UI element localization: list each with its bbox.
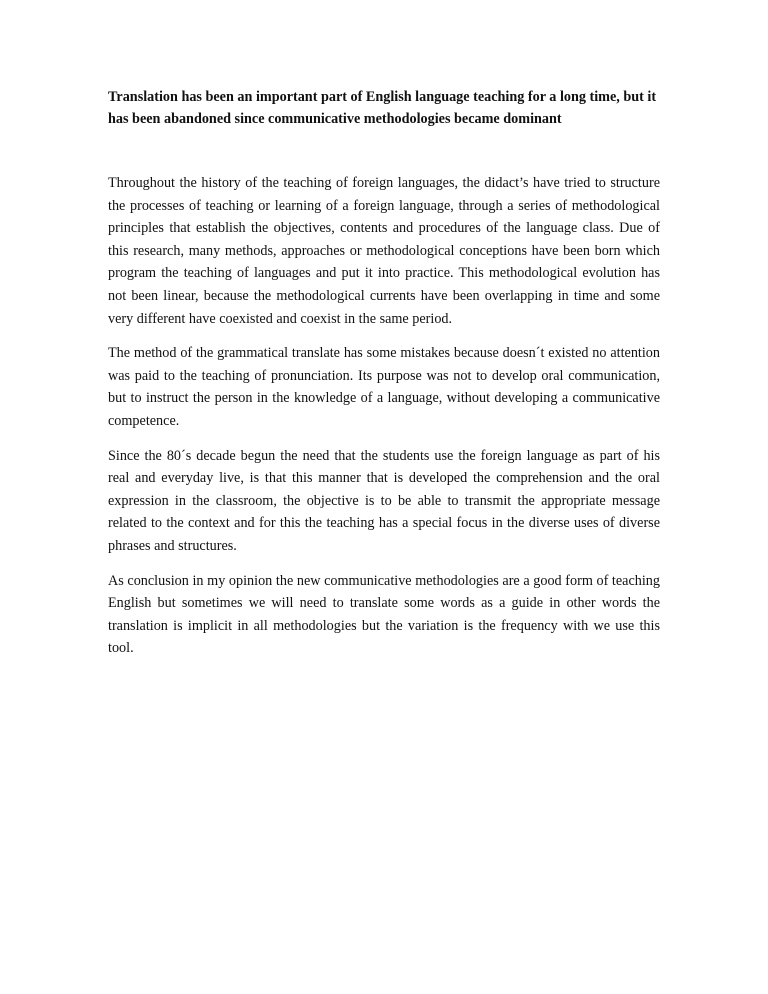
- document-body: [108, 86, 660, 672]
- document-title: Translation has been an important part of English language teaching for a long time, but it has been abandoned since communicative methodologies became dominant: [108, 89, 657, 127]
- paragraph-grammatical-method: The method of the grammatical translate has some mistakes because doesn´t existed no attention was paid to the teaching of pronunciation. Its purpose was not to develop oral communication, but to instruct the person in the knowledge of a language, without developing a communicative competence.: [108, 345, 660, 429]
- paragraph-history: Throughout the history of the teaching of foreign languages, the didact’s have tried to structure the processes of teaching or learning of a foreign language, through a series of methodological principles that establish the objectives, contents and procedures of the language class. Due of this research, many methods, approaches or methodological conceptions have been born which program the teaching of languages and put it into practice. This methodological evolution has not been linear, because the methodological currents have been overlapping in time and some very different have coexisted and coexist in the same period.: [108, 175, 660, 327]
- paragraph-conclusion: As conclusion in my opinion the new communicative methodologies are a good form of teaching English but sometimes we will need to translate some words as a guide in other words the translation is implicit in all methodologies but the variation is the frequency with we use this tool.: [108, 572, 660, 657]
- paragraph-80s-decade: Since the 80´s decade begun the need that the students use the foreign language as part of his real and everyday live, is that this manner that is developed the comprehension and the oral expression in the classroom, the objective is to be able to transmit the appropriate message related to the context and for this the teaching has a special focus in the diverse uses of diverse phrases and structures.: [108, 447, 660, 554]
